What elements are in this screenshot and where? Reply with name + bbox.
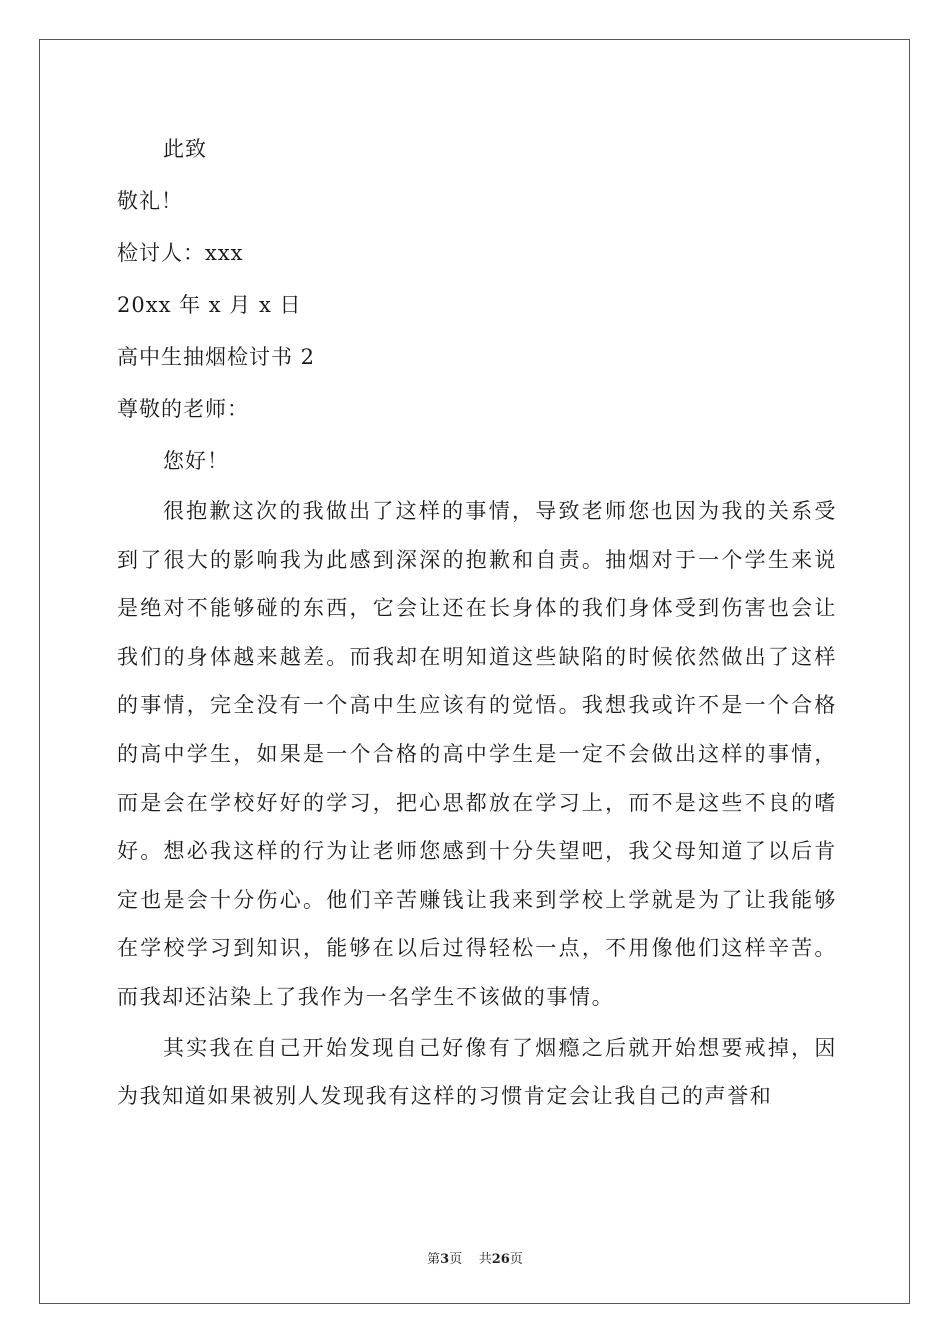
closing-respect: 敬礼！	[117, 189, 183, 213]
page-total: 26	[491, 1252, 510, 1267]
section-title: 高中生抽烟检讨书 2	[117, 345, 316, 369]
page-current: 3	[440, 1252, 450, 1267]
closing-salutation: 此致	[163, 137, 207, 161]
date-line: 20xx 年 x 月 x 日	[117, 293, 302, 317]
body-paragraph-1: 很抱歉这次的我做出了这样的事情，导致老师您也因为我的关系受到了很大的影响我为此感到深深的抱歉和自责。抽烟对于一个学生来说是绝对不能够碰的东西，它会让还在长身体的我们身体受到伤害也会让我们的身体越来越差。而我却在明知道这些缺陷的时候依然做出了这样的事情，完全没有一个高中生应该有的觉悟。我想我或许不是一个合格的高中学生，如果是一个合格的高中学生是一定不会做出这样的事情，而是会在学校好好的学习，把心思都放在学习上，而不是这些不良的嗜好。想必我这样的行为让老师您感到十分失望吧，我父母知道了以后肯定也是会十分伤心。他们辛苦赚钱让我来到学校上学就是为了让我能够在学校学习到知识，能够在以后过得轻松一点，不用像他们这样辛苦。而我却还沾染上了我作为一名学生不该做的事情。	[117, 499, 837, 1009]
total-prefix: 共	[478, 1252, 492, 1267]
document-body	[117, 123, 837, 1121]
addressee: 尊敬的老师：	[117, 397, 249, 421]
page-suffix: 页	[449, 1252, 463, 1267]
page-prefix: 第	[427, 1252, 441, 1267]
greeting: 您好！	[163, 449, 229, 473]
signer-line: 检讨人：xxx	[117, 241, 244, 265]
total-suffix: 页	[509, 1252, 523, 1267]
body-paragraph-2: 其实我在自己开始发现自己好像有了烟瘾之后就开始想要戒掉，因为我知道如果被别人发现我有这样的习惯肯定会让我自己的声誉和	[117, 1035, 837, 1109]
page-footer	[0, 1248, 950, 1267]
